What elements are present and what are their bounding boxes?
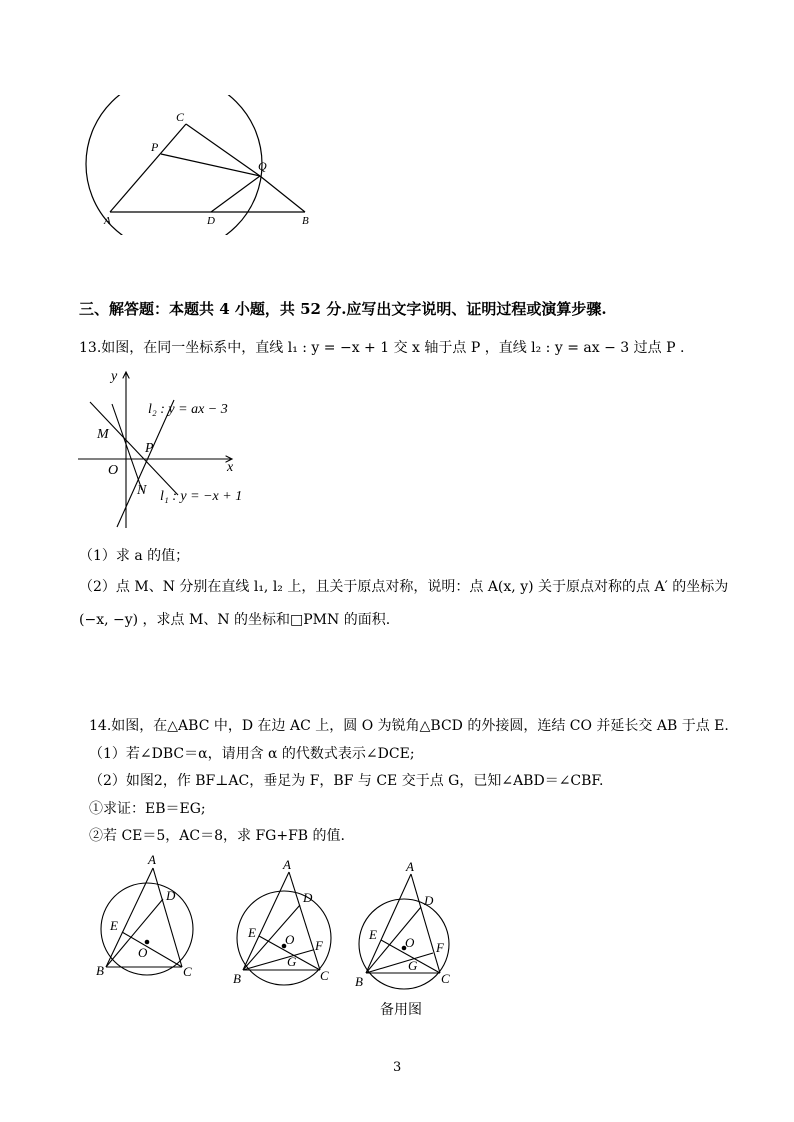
q14-figure-1 [90, 850, 210, 990]
segment-BD [106, 899, 163, 967]
label-C: C [176, 110, 185, 124]
label-C: C [320, 968, 329, 983]
top-circle-figure [70, 95, 340, 235]
label-E: E [110, 918, 118, 933]
label-D: D [303, 890, 313, 905]
label-Q: Q [258, 159, 267, 173]
q14-sub2: ②若 CE＝5，AC＝8，求 FG+FB 的值. [89, 828, 345, 844]
label-y: y [111, 369, 118, 384]
q13-part1: （1）求 a 的值； [79, 548, 190, 564]
label-G: G [287, 954, 297, 969]
label-F: F [436, 940, 444, 955]
label-B: B [355, 974, 363, 989]
q14-sub1: ①求证：EB＝EG; [89, 801, 206, 817]
q13-coordinate-figure [75, 362, 250, 532]
label-O: O [285, 932, 295, 947]
label-E: E [248, 925, 256, 940]
label-N: N [137, 483, 147, 498]
label-A: A [104, 215, 111, 227]
circle [86, 95, 262, 235]
label-G: G [408, 958, 418, 973]
label-O: O [405, 935, 415, 950]
q14-figure-2 [228, 853, 348, 993]
label-B: B [233, 971, 241, 986]
label-x: x [227, 460, 234, 475]
label-D: D [166, 888, 176, 903]
label-F: F [315, 938, 323, 953]
q14-stem: 14.如图，在△ABC 中，D 在边 AC 上，圆 O 为锐角△BCD 的外接圆，连结 CO 并延长交 AB 于点 E. [89, 718, 729, 734]
label-D: D [424, 893, 434, 908]
label-C: C [183, 964, 192, 979]
label-O: O [108, 463, 119, 478]
segment-DQ [211, 176, 260, 212]
label-B: B [96, 963, 104, 978]
label-A: A [283, 857, 291, 872]
q14-part2: （2）如图2，作 BF⊥AC，垂足为 F，BF 与 CE 交于点 G，已知∠ABD＝∠CBF. [89, 773, 604, 789]
segment-AC [110, 124, 186, 212]
label-M: M [97, 427, 109, 442]
segment-QB [260, 176, 305, 212]
label-A: A [406, 859, 414, 874]
label-A: A [148, 852, 156, 867]
label-D: D [207, 215, 215, 227]
label-l1-equation: l₁ : y = −x + 1 [160, 489, 243, 504]
label-B: B [302, 215, 309, 227]
label-P-axis: P [145, 441, 154, 456]
q14-spare-figure [350, 856, 460, 991]
spare-figure-caption: 备用图 [380, 1002, 422, 1018]
q13-part2-line1: （2）点 M、N 分别在直线 l₁, l₂ 上，且关于原点对称，说明：点 A(x, y) 关于原点对称的点 A′ 的坐标为 [79, 579, 729, 595]
q13-part2-line2: (−x, −y) ，求点 M、N 的坐标和□PMN 的面积. [79, 612, 391, 628]
segment-AB [243, 872, 289, 970]
page-number: 3 [393, 1060, 402, 1075]
label-O: O [138, 945, 148, 960]
label-l2-equation: l₂ : y = ax − 3 [148, 402, 228, 417]
segment-AB [366, 874, 411, 973]
section-heading: 三、解答题：本题共 4 小题，共 52 分.应写出文字说明、证明过程或演算步骤. [79, 300, 607, 318]
label-C: C [441, 971, 450, 986]
center-dot [145, 940, 150, 945]
q13-stem: 13.如图，在同一坐标系中，直线 l₁ : y = −x + 1 交 x 轴于点 P ，直线 l₂ : y = ax − 3 过点 P . [79, 340, 685, 356]
q14-part1: （1）若∠DBC＝α，请用含 α 的代数式表示∠DCE; [89, 746, 415, 762]
label-P: P [151, 140, 159, 154]
label-E: E [369, 927, 377, 942]
